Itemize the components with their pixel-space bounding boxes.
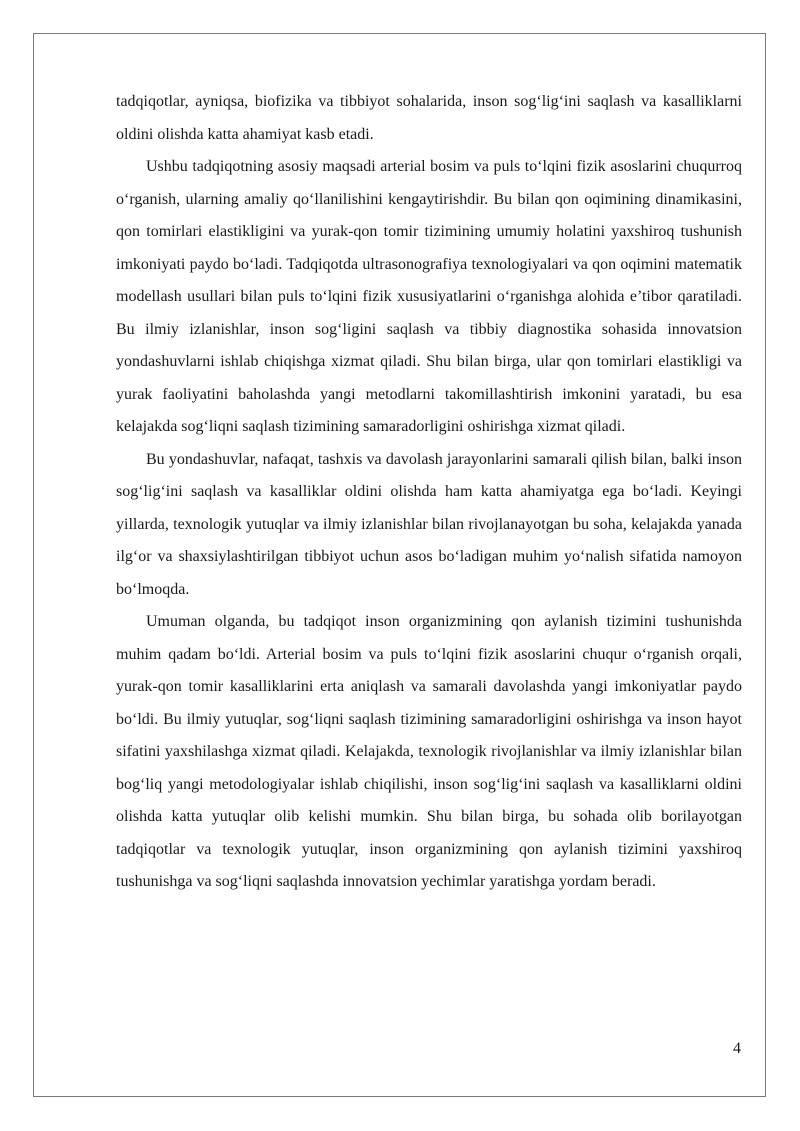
page-number: 4 bbox=[733, 1040, 741, 1057]
paragraph-3: Bu yondashuvlar, nafaqat, tashxis va davolash jarayonlarini samarali qilish bilan, balki inson sog‘lig‘ini saqlash va kasalliklar oldini olishda ham katta ahamiyatga ega bo‘ladi. Keyingi yillarda, texnologik yutuqlar va ilmiy izlanishlar bilan rivojlanayotgan bu soha, kelajakda yanada ilg‘or va shaxsiylashtirilgan tibbiyot uchun asos bo‘ladigan muhim yo‘nalish sifatida namoyon bo‘lmoqda. bbox=[116, 450, 742, 598]
paragraph-1: tadqiqotlar, ayniqsa, biofizika va tibbiyot sohalarida, inson sog‘lig‘ini saqlash va kasalliklarni oldini olishda katta ahamiyat kasb etadi. bbox=[116, 93, 742, 143]
paragraph-4: Umuman olganda, bu tadqiqot inson organizmining qon aylanish tizimini tushunishda muhim qadam bo‘ldi. Arterial bosim va puls to‘lqini fizik asoslarini chuqur o‘rganish orqali, yurak-qon tomir kasalliklarini erta aniqlash va samarali davolashda yangi imkoniyatlar paydo bo‘ldi. Bu ilmiy yutuqlar, sog‘liqni saqlash tizimining samaradorligini oshirishga va inson hayot sifatini yaxshilashga xizmat qiladi. Kelajakda, texnologik rivojlanishlar va ilmiy izlanishlar bilan bog‘liq yangi metodologiyalar ishlab chiqilishi, inson sog‘lig‘ini saqlash va kasalliklarni oldini olishda katta yutuqlar olib kelishi mumkin. Shu bilan birga, bu sohada olib borilayotgan tadqiqotlar va texnologik yutuqlar, inson organizmining qon aylanish tizimini yaxshiroq tushunishga va sog‘liqni saqlashda innovatsion yechimlar yaratishga yordam beradi. bbox=[116, 613, 742, 890]
paragraph-2: Ushbu tadqiqotning asosiy maqsadi arterial bosim va puls to‘lqini fizik asoslarini chuqurroq o‘rganish, ularning amaliy qo‘llanilishini kengaytirishdir. Bu bilan qon oqimining dinamikasini, qon tomirlari elastikligini va yurak-qon tomir tizimining umumiy holatini yaxshiroq tushunish imkoniyati paydo bo‘ladi. Tadqiqotda ultrasonografiya texnologiyalari va qon oqimini matematik modellash usullari bilan puls to‘lqini fizik xususiyatlarini o‘rganishga alohida e’tibor qaratiladi. Bu ilmiy izlanishlar, inson sog‘ligini saqlash va tibbiy diagnostika sohasida innovatsion yondashuvlarni ishlab chiqishga xizmat qiladi. Shu bilan birga, ular qon tomirlari elastikligi va yurak faoliyatini baholashda yangi metodlarni takomillashtirish imkonini yaratadi, bu esa kelajakda sog‘liqni saqlash tizimining samaradorligini oshirishga xizmat qiladi. bbox=[116, 158, 742, 435]
document-body bbox=[116, 86, 742, 899]
